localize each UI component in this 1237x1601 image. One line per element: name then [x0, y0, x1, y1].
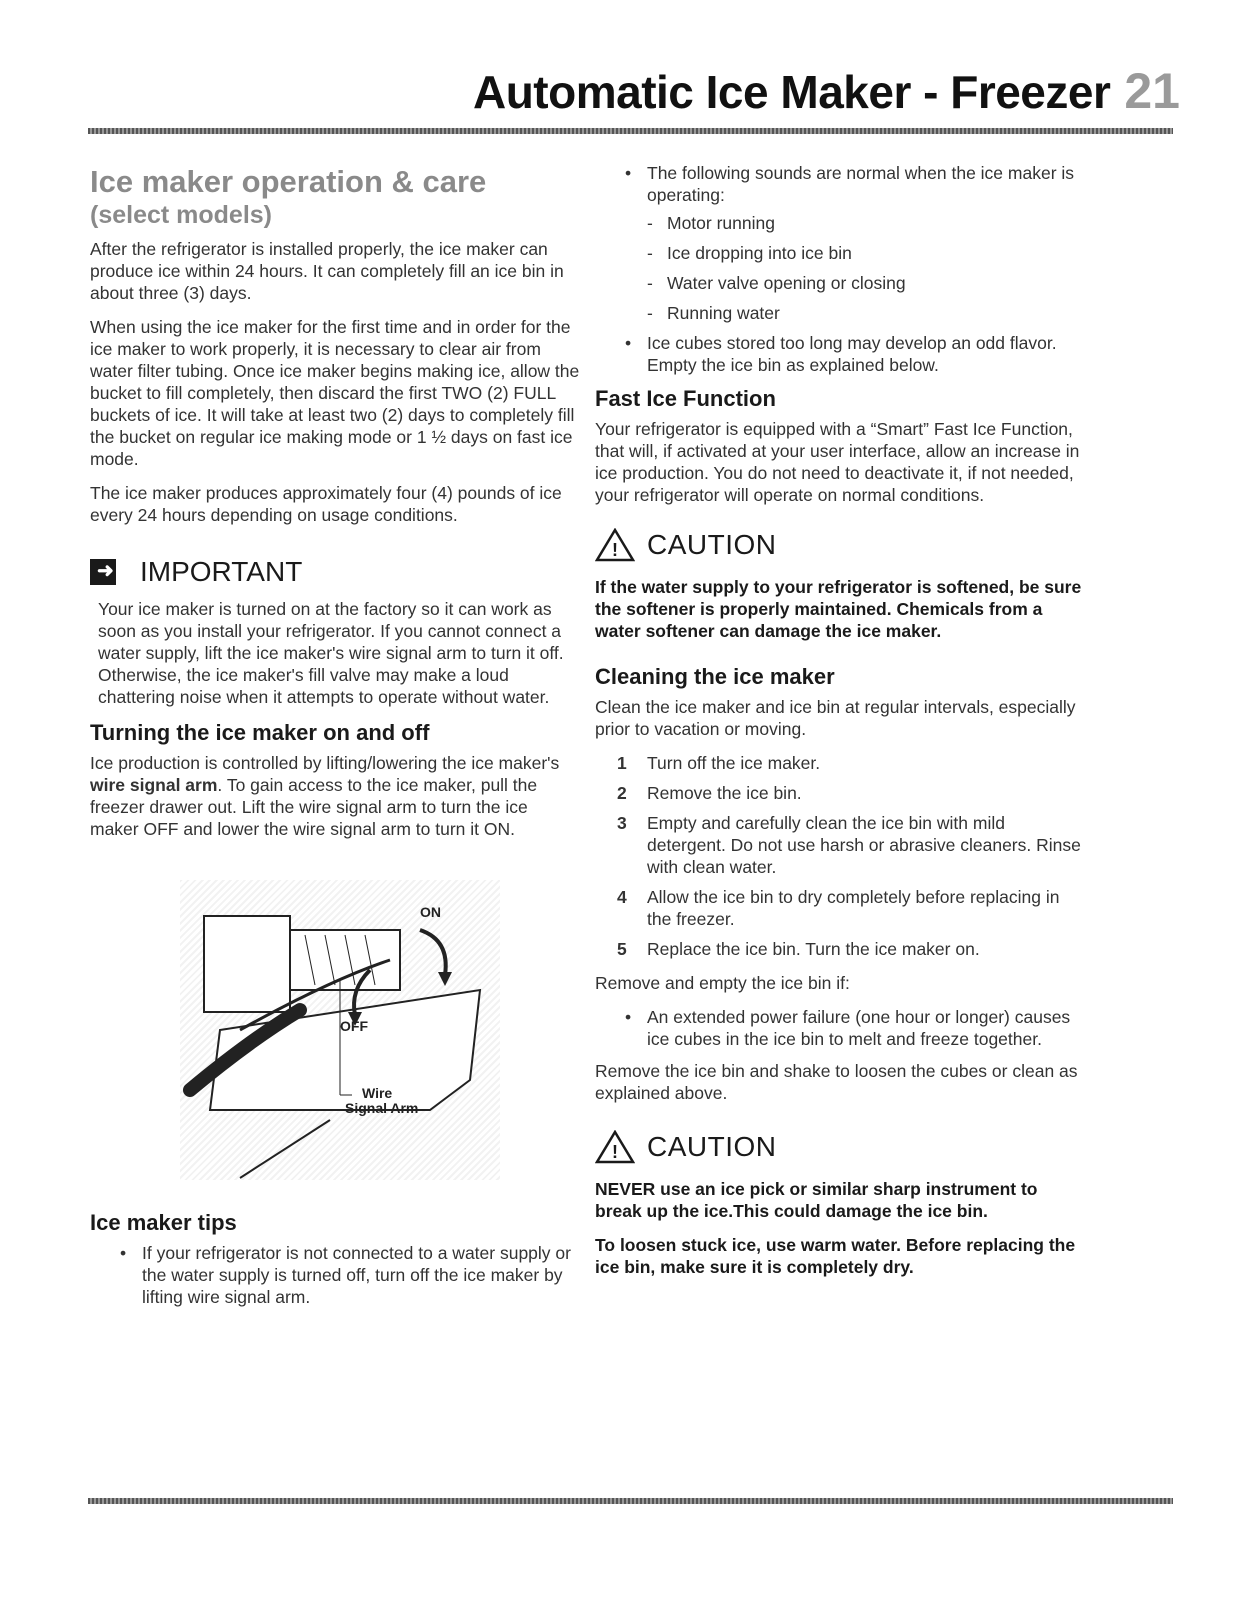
- signal-arm-label: Signal Arm: [345, 1100, 419, 1116]
- turning-text: [90, 752, 580, 840]
- caution-text-2a: NEVER use an ice pick or similar sharp instrument to break up the ice.This could damage the ice bin.: [595, 1179, 1038, 1221]
- header-rule: [88, 128, 1173, 134]
- sounds-bullet: • The following sounds are normal when the ice maker is operating:: [595, 162, 1085, 206]
- fast-ice-heading: Fast Ice Function: [595, 386, 776, 411]
- warning-triangle-icon: [595, 1130, 635, 1164]
- page-header: [0, 62, 1180, 120]
- step-item: [595, 812, 1085, 878]
- turning-text-bold: wire signal arm: [90, 775, 218, 795]
- page-title: Automatic Ice Maker - Freezer: [472, 66, 1111, 118]
- step-number: 2: [617, 783, 627, 803]
- step-item: [595, 886, 1085, 930]
- sounds-list: [595, 162, 1085, 206]
- right-column: [595, 162, 1085, 1290]
- caution-title-2: CAUTION: [647, 1131, 777, 1162]
- section-title: Ice maker operation & care: [90, 164, 487, 199]
- intro-paragraph-1: After the refrigerator is installed properly, the ice maker can produce ice within 24 hours. It can completely fill an ice bin in about three (3) days.: [90, 239, 564, 303]
- cleaning-intro: Clean the ice maker and ice bin at regular intervals, especially prior to vacation or moving.: [595, 697, 1076, 739]
- svg-text:!: !: [612, 540, 618, 560]
- caution-text-2b: To loosen stuck ice, use warm water. Before replacing the ice bin, make sure it is completely dry.: [595, 1235, 1076, 1277]
- warning-triangle-icon: [595, 528, 635, 562]
- caution-text-1: If the water supply to your refrigerator is softened, be sure the softener is properly maintained. Chemicals from a water softener can damage the ice maker.: [595, 577, 1082, 641]
- turning-heading: Turning the ice maker on and off: [90, 720, 430, 745]
- step-text: Empty and carefully clean the ice bin with mild detergent. Do not use harsh or abrasive cleaners. Rinse with clean water.: [647, 813, 1081, 877]
- step-text: Turn off the ice maker.: [647, 753, 821, 773]
- left-column: [90, 162, 580, 1318]
- sound-item: - Motor running: [595, 212, 1085, 234]
- cleaning-heading: Cleaning the ice maker: [595, 664, 835, 689]
- remove-text: Remove the ice bin and shake to loosen the cubes or clean as explained above.: [595, 1061, 1078, 1103]
- important-text: Your ice maker is turned on at the factory so it can work as soon as you install your refrigerator. If you cannot connect a water supply, lift the ice maker's wire signal arm to turn it off. Otherwise, the ice maker's fill valve may make a loud chattering noise when it attempts to operate without water.: [98, 599, 564, 707]
- step-text: Replace the ice bin. Turn the ice maker on.: [647, 939, 980, 959]
- svg-text:!: !: [612, 1142, 618, 1162]
- important-heading: [90, 556, 580, 588]
- sound-item: - Running water: [595, 302, 1085, 324]
- tips-list: [90, 1242, 580, 1308]
- tip-item: • If your refrigerator is not connected to a water supply or the water supply is turned off, turn off the ice maker by lifting wire signal arm.: [90, 1242, 580, 1308]
- remove-list: [595, 1006, 1085, 1050]
- step-number: 1: [617, 753, 627, 773]
- section-subtitle: (select models): [90, 201, 273, 229]
- off-label: OFF: [340, 1018, 368, 1034]
- remove-if-text: Remove and empty the ice bin if:: [595, 973, 850, 993]
- caution-heading-2: [595, 1130, 1085, 1164]
- important-title: IMPORTANT: [140, 556, 303, 587]
- important-arrow-icon: ➜: [90, 559, 116, 585]
- turning-text-a: Ice production is controlled by lifting/lowering the ice maker's: [90, 753, 560, 773]
- step-number: 4: [617, 887, 627, 907]
- remove-bullet: • An extended power failure (one hour or longer) causes ice cubes in the ice bin to melt and freeze together.: [595, 1006, 1085, 1050]
- step-item: [595, 782, 1085, 804]
- step-item: [595, 938, 1085, 960]
- caution-heading-1: [595, 528, 1085, 562]
- step-number: 5: [617, 939, 627, 959]
- flavor-list: [595, 332, 1085, 376]
- cleaning-steps: [595, 752, 1085, 960]
- step-text: Allow the ice bin to dry completely before replacing in the freezer.: [647, 887, 1060, 929]
- ice-maker-illustration: [180, 880, 500, 1180]
- turning-text-b: . To gain access to the ice maker, pull the freezer drawer out. Lift the wire signal arm to turn the ice maker OFF and lower the wire signal arm to turn it ON.: [90, 775, 538, 839]
- footer-rule: [88, 1498, 1173, 1504]
- caution-title-1: CAUTION: [647, 529, 777, 560]
- sound-item: - Water valve opening or closing: [595, 272, 1085, 294]
- wire-label: Wire: [362, 1085, 393, 1101]
- page-number: 21: [1124, 63, 1180, 119]
- fast-ice-text: Your refrigerator is equipped with a “Smart” Fast Ice Function, that will, if activated at your user interface, allow an increase in ice production. You do not need to deactivate it, if not needed, your refrigerator will operate on normal conditions.: [595, 419, 1080, 505]
- on-label: ON: [420, 904, 441, 920]
- step-text: Remove the ice bin.: [647, 783, 802, 803]
- intro-paragraph-2: When using the ice maker for the first time and in order for the ice maker to work properly, it is necessary to clear air from water filter tubing. Once ice maker begins making ice, allow the bucket to fill completely, then discard the first TWO (2) FULL buckets of ice. It will take at least two (2) days to completely fill the bucket on regular ice making mode or 1 ½ days on fast ice mode.: [90, 317, 580, 469]
- sounds-sublist: [595, 212, 1085, 324]
- intro-paragraph-3: The ice maker produces approximately four (4) pounds of ice every 24 hours depending on usage conditions.: [90, 483, 562, 525]
- step-number: 3: [617, 813, 627, 833]
- sound-item: - Ice dropping into ice bin: [595, 242, 1085, 264]
- step-item: [595, 752, 1085, 774]
- flavor-bullet: • Ice cubes stored too long may develop an odd flavor. Empty the ice bin as explained below.: [595, 332, 1085, 376]
- tips-heading: Ice maker tips: [90, 1210, 237, 1235]
